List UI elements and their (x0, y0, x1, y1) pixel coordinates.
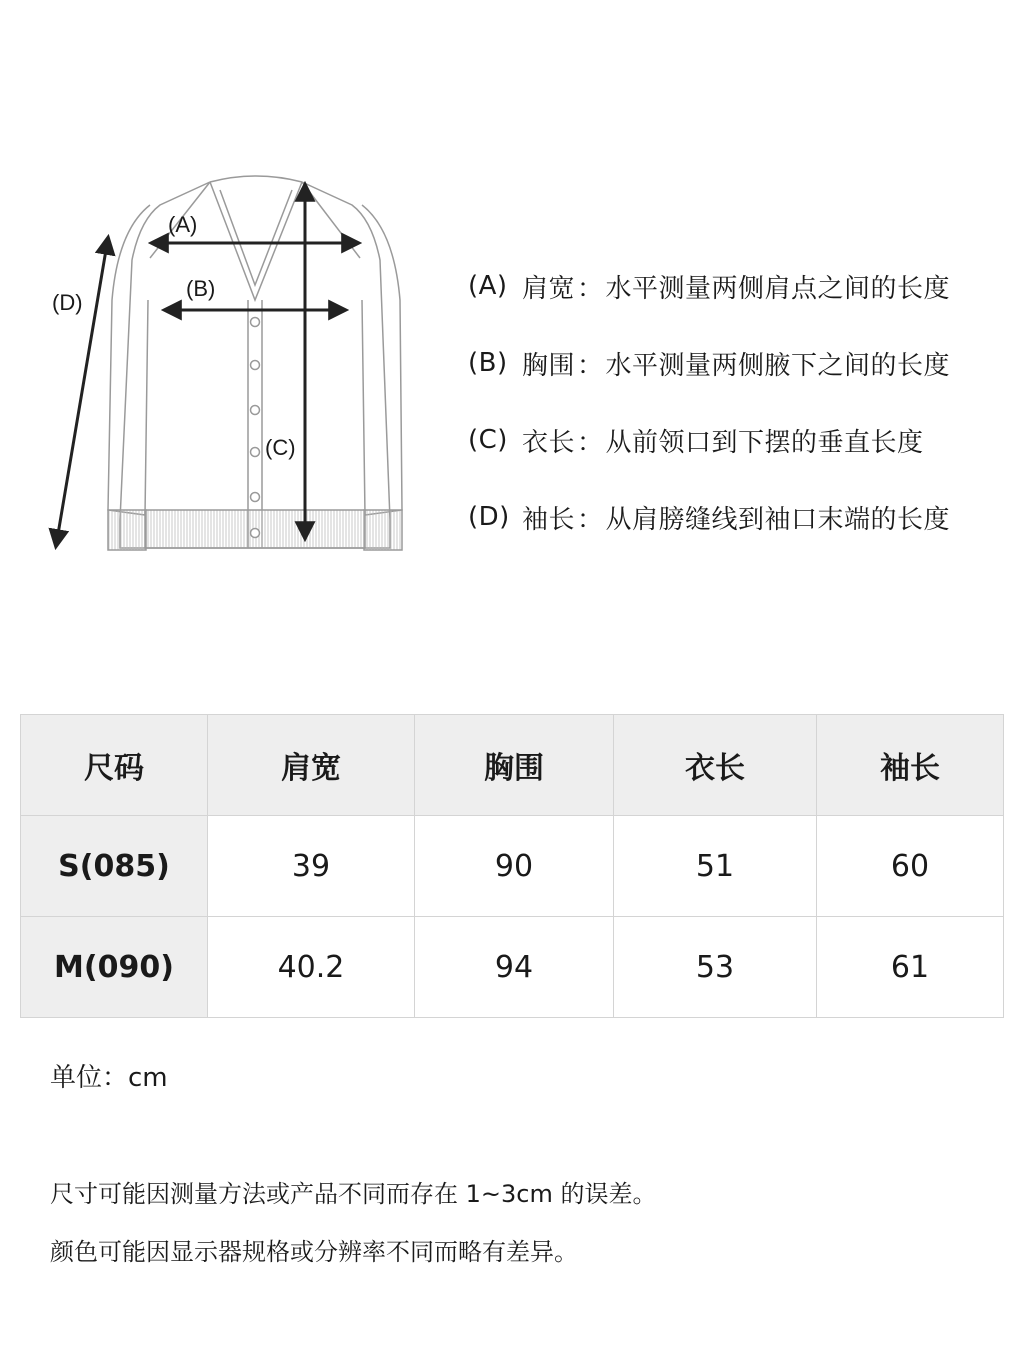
note-measurement-error: 尺寸可能因测量方法或产品不同而存在 1~3cm 的误差。 (50, 1180, 657, 1208)
note-color-difference: 颜色可能因显示器规格或分辨率不同而略有差异。 (50, 1238, 578, 1266)
legend-term: 胸围 (522, 350, 576, 381)
header-shoulder: 肩宽 (208, 715, 415, 816)
table-header-row (21, 715, 1004, 816)
legend-term: 衣长 (522, 427, 576, 458)
legend-separator: ： (577, 427, 604, 458)
sleeve-cell: 60 (817, 816, 1004, 917)
length-cell: 53 (614, 917, 817, 1018)
label-d: (D) (52, 290, 83, 315)
header-length: 衣长 (614, 715, 817, 816)
label-c: (C) (265, 435, 296, 460)
length-cell: 51 (614, 816, 817, 917)
legend-row-c (468, 416, 950, 464)
legend-code: (C) (468, 425, 508, 455)
table-row (21, 917, 1004, 1018)
legend-row-a (468, 262, 950, 310)
legend-code: (A) (468, 271, 508, 301)
size-table (20, 714, 1004, 1018)
size-cell: M(090) (21, 917, 208, 1018)
chest-cell: 94 (415, 917, 614, 1018)
header-size: 尺码 (21, 715, 208, 816)
legend-separator: ： (577, 504, 604, 535)
cardigan-measurement-diagram (0, 0, 460, 600)
legend-description: 水平测量两侧肩点之间的长度 (605, 273, 951, 304)
label-a: (A) (168, 212, 198, 237)
unit-label: 单位：cm (50, 1063, 168, 1093)
header-chest: 胸围 (415, 715, 614, 816)
sleeve-arrow (56, 238, 108, 546)
legend-row-b (468, 339, 950, 387)
table-row (21, 816, 1004, 917)
legend-description: 从前领口到下摆的垂直长度 (605, 427, 924, 458)
legend-separator: ： (577, 273, 604, 304)
legend-code: (D) (468, 502, 510, 532)
legend-term: 袖长 (522, 504, 576, 535)
legend-description: 从肩膀缝线到袖口末端的长度 (605, 504, 951, 535)
legend-description: 水平测量两侧腋下之间的长度 (605, 350, 951, 381)
header-sleeve: 袖长 (817, 715, 1004, 816)
size-cell: S(085) (21, 816, 208, 917)
cardigan-buttons (251, 318, 260, 538)
chest-cell: 90 (415, 816, 614, 917)
shoulder-cell: 39 (208, 816, 415, 917)
sleeve-cell: 61 (817, 917, 1004, 1018)
measurement-arrows (56, 185, 358, 546)
legend-term: 肩宽 (522, 273, 576, 304)
measurement-legend (468, 262, 950, 570)
legend-row-d (468, 493, 950, 541)
shoulder-cell: 40.2 (208, 917, 415, 1018)
legend-separator: ： (577, 350, 604, 381)
legend-code: (B) (468, 348, 508, 378)
label-b: (B) (186, 276, 216, 301)
